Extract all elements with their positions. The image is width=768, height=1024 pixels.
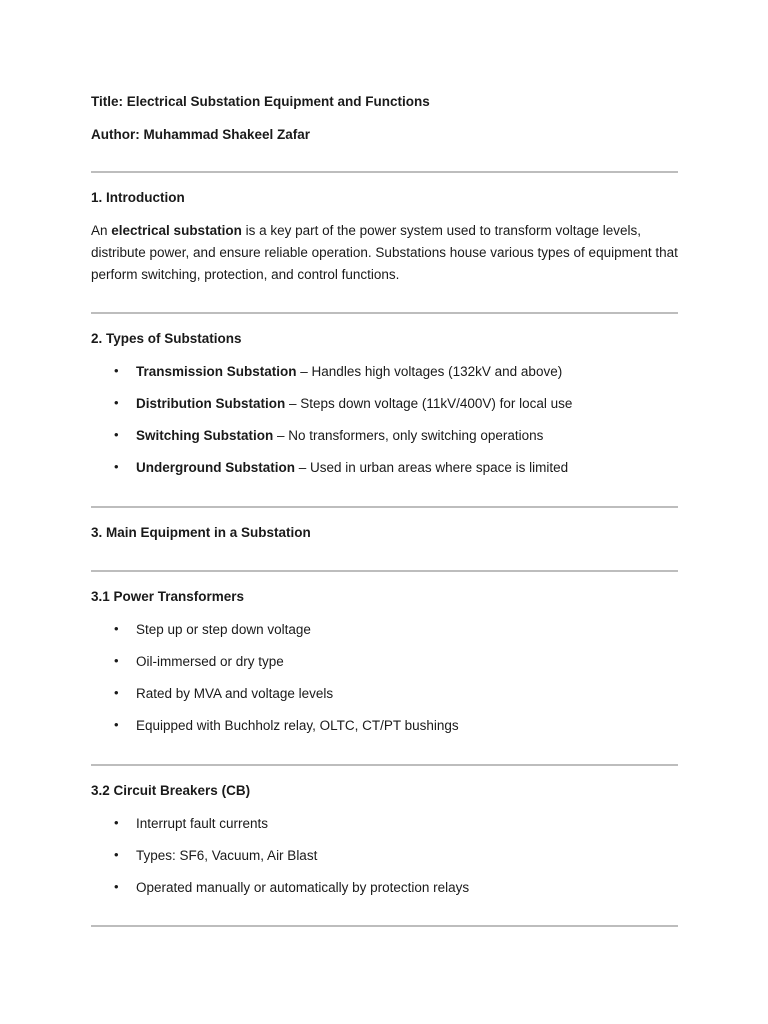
divider [91,171,678,173]
list-item-desc: – Used in urban areas where space is limited [295,460,569,475]
list-item-desc: – Handles high voltages (132kV and above) [296,364,563,379]
divider [91,764,678,766]
divider [91,570,678,572]
intro-bold-term: electrical substation [111,223,242,238]
section-heading-circuit-breakers: 3.2 Circuit Breakers (CB) [91,783,251,798]
list-item: • Equipped with Buchholz relay, OLTC, CT/PT bushings [136,718,459,733]
list-item-term: Distribution Substation [136,396,286,411]
list-item [136,428,543,443]
divider [91,506,678,508]
document-author: Author: Muhammad Shakeel Zafar [91,127,311,142]
section-heading-introduction: 1. Introduction [91,190,185,205]
divider [91,312,678,314]
introduction-paragraph [91,220,681,286]
section-heading-power-transformers: 3.1 Power Transformers [91,589,245,604]
list-item: • Rated by MVA and voltage levels [136,686,333,701]
section-heading-main-equipment: 3. Main Equipment in a Substation [91,525,311,540]
list-item [136,460,568,475]
list-item-desc: – No transformers, only switching operations [273,428,544,443]
list-item: • Types: SF6, Vacuum, Air Blast [136,848,317,863]
divider [91,925,678,927]
intro-rest: is a key part of the power system used to transform voltage levels, distribute power, and ensure reliable operation. Substations house various types of equipment that perform switching, protection, and control functions. [91,223,678,282]
list-item: • Step up or step down voltage [136,622,311,637]
list-item-term: Switching Substation [136,428,274,443]
section-heading-types: 2. Types of Substations [91,331,242,346]
list-item [136,396,572,411]
list-item-term: Transmission Substation [136,364,297,379]
intro-pre: An [91,223,112,238]
list-item: • Oil-immersed or dry type [136,654,284,669]
list-item-desc: – Steps down voltage (11kV/400V) for local use [285,396,573,411]
list-item [136,364,562,379]
list-item: • Interrupt fault currents [136,816,268,831]
list-item: • Operated manually or automatically by protection relays [136,880,469,895]
list-item-term: Underground Substation [136,460,295,475]
document-title: Title: Electrical Substation Equipment and Functions [91,94,430,109]
